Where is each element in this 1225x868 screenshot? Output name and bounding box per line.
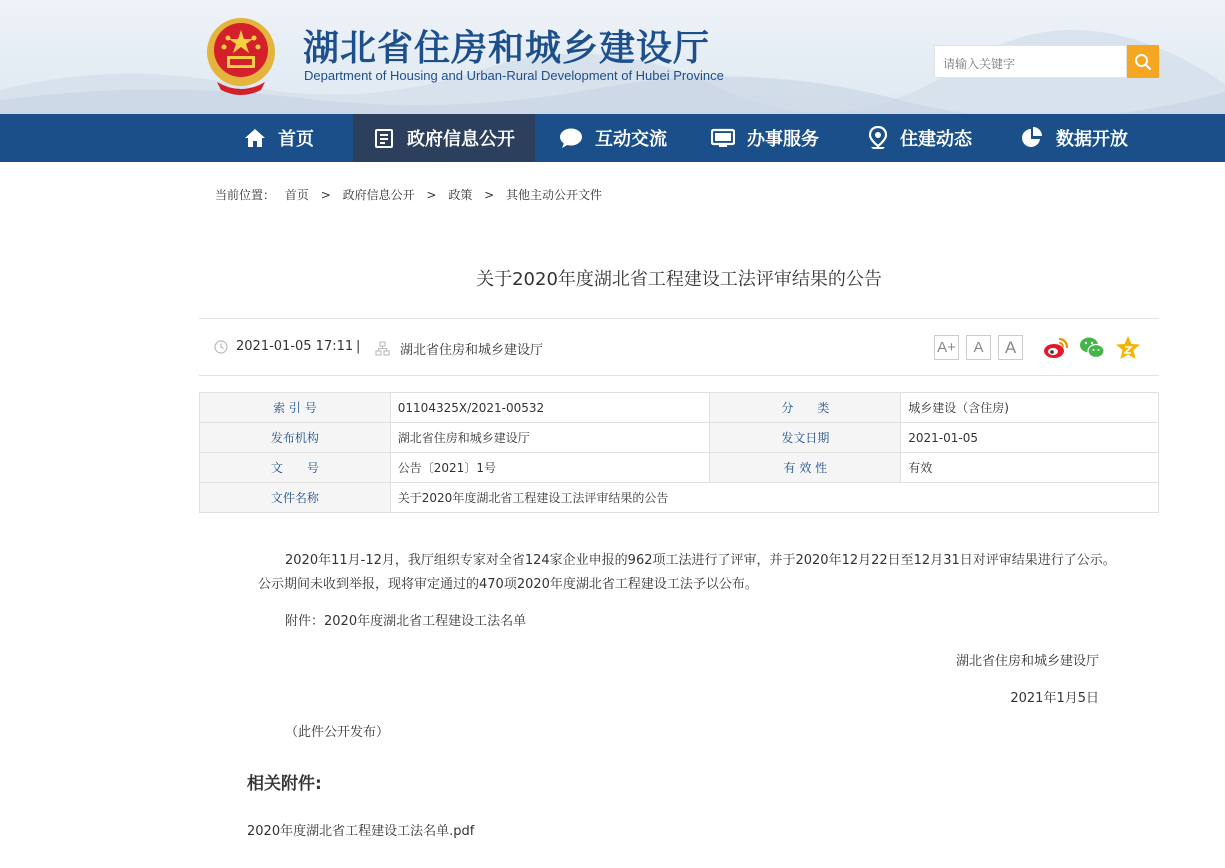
file-name-value: 关于2020年度湖北省工程建设工法评审结果的公告: [390, 483, 1158, 513]
nav-item-news[interactable]: [855, 114, 985, 162]
publish-note: （此件公开发布）: [285, 725, 390, 740]
publisher-label: 发布机构: [200, 423, 391, 453]
publish-date: [214, 339, 353, 354]
category-label: 分 类: [710, 393, 901, 423]
search-input[interactable]: 请输入关键字: [934, 45, 1127, 78]
issue-date-label: 发文日期: [710, 423, 901, 453]
main-nav: [0, 114, 1225, 162]
meta-bar: [199, 318, 1159, 376]
breadcrumb-item-gov-info[interactable]: 政府信息公开: [342, 188, 415, 202]
doc-number-label: 文 号: [200, 453, 391, 483]
breadcrumb-item-home[interactable]: 首页: [284, 188, 309, 202]
breadcrumb-item-policy[interactable]: 政策: [448, 188, 473, 202]
weibo-share-icon[interactable]: [1042, 334, 1070, 362]
document-list-icon: [373, 127, 395, 149]
site-title[interactable]: 湖北省住房和城乡建设厅: [303, 27, 711, 69]
doc-number-value: 公告〔2021〕1号: [390, 453, 710, 483]
body-paragraph: 2020年11月-12月，我厅组织专家对全省124家企业申报的962项工法进行了评审，并于2020年12月22日至12月31日对评审结果进行了公示。公示期间未收到举报，现将审定通过的470项2020年度湖北省工程建设工法予以公布。: [258, 553, 1116, 592]
file-name-label: 文件名称: [200, 483, 391, 513]
attachments-heading: 相关附件:: [247, 774, 322, 794]
font-smaller-button[interactable]: A: [998, 335, 1023, 360]
publish-source: [375, 339, 543, 358]
nav-label: 数据开放: [1056, 129, 1128, 150]
breadcrumb-separator: >: [426, 188, 437, 202]
clock-icon: [214, 340, 228, 354]
attachment-file-link[interactable]: 2020年度湖北省工程建设工法名单.pdf: [247, 824, 475, 839]
site-subtitle: Department of Housing and Urban-Rural Development of Hubei Province: [304, 68, 724, 83]
table-row: [200, 393, 1159, 423]
meta-divider: |: [356, 339, 361, 354]
signature-date: 2021年1月5日: [1010, 691, 1099, 706]
search-icon: [1134, 53, 1152, 71]
category-value: 城乡建设（含住房): [901, 393, 1159, 423]
signature: 湖北省住房和城乡建设厅: [955, 654, 1099, 669]
nav-label: 首页: [278, 129, 314, 150]
document-info-table: [199, 392, 1159, 513]
validity-label: 有 效 性: [710, 453, 901, 483]
nav-label: 互动交流: [595, 129, 667, 150]
monitor-icon: [711, 127, 735, 149]
page-title: 关于2020年度湖北省工程建设工法评审结果的公告: [476, 269, 882, 290]
breadcrumb-item-other-files[interactable]: 其他主动公开文件: [506, 188, 603, 202]
national-emblem-icon[interactable]: [203, 12, 279, 98]
breadcrumb-separator: >: [484, 188, 495, 202]
source-name: 湖北省住房和城乡建设厅: [400, 343, 544, 358]
nav-item-open-data[interactable]: [1004, 114, 1144, 162]
search-button[interactable]: [1127, 45, 1159, 78]
wechat-share-icon[interactable]: [1078, 334, 1106, 362]
breadcrumb-separator: >: [320, 188, 331, 202]
index-label: 索 引 号: [200, 393, 391, 423]
attachment-line: 附件：2020年度湖北省工程建设工法名单: [285, 614, 527, 629]
chat-bubble-icon: [559, 127, 583, 149]
validity-value: 有效: [901, 453, 1159, 483]
font-normal-button[interactable]: A: [966, 335, 991, 360]
nav-item-home[interactable]: [219, 114, 339, 162]
nav-item-gov-info[interactable]: [353, 114, 535, 162]
nav-label: 办事服务: [747, 129, 819, 150]
table-row: [200, 453, 1159, 483]
table-row: [200, 483, 1159, 513]
location-pin-icon: [868, 126, 888, 150]
nav-label: 住建动态: [900, 129, 972, 150]
table-row: [200, 423, 1159, 453]
pie-chart-icon: [1020, 126, 1044, 150]
publish-datetime: 2021-01-05 17:11: [236, 339, 354, 354]
breadcrumb: [215, 186, 608, 203]
index-value: 01104325X/2021-00532: [390, 393, 710, 423]
site-header: [0, 0, 1225, 114]
publisher-value: 湖北省住房和城乡建设厅: [390, 423, 710, 453]
home-icon: [244, 127, 266, 149]
nav-item-services[interactable]: [700, 114, 830, 162]
issue-date-value: 2021-01-05: [901, 423, 1159, 453]
nav-item-interaction[interactable]: [548, 114, 678, 162]
breadcrumb-prefix: 当前位置：: [215, 188, 276, 202]
org-chart-icon: [375, 341, 390, 356]
favorite-star-icon[interactable]: [1114, 334, 1142, 362]
nav-label: 政府信息公开: [407, 129, 515, 150]
font-larger-button[interactable]: A+: [934, 335, 959, 360]
